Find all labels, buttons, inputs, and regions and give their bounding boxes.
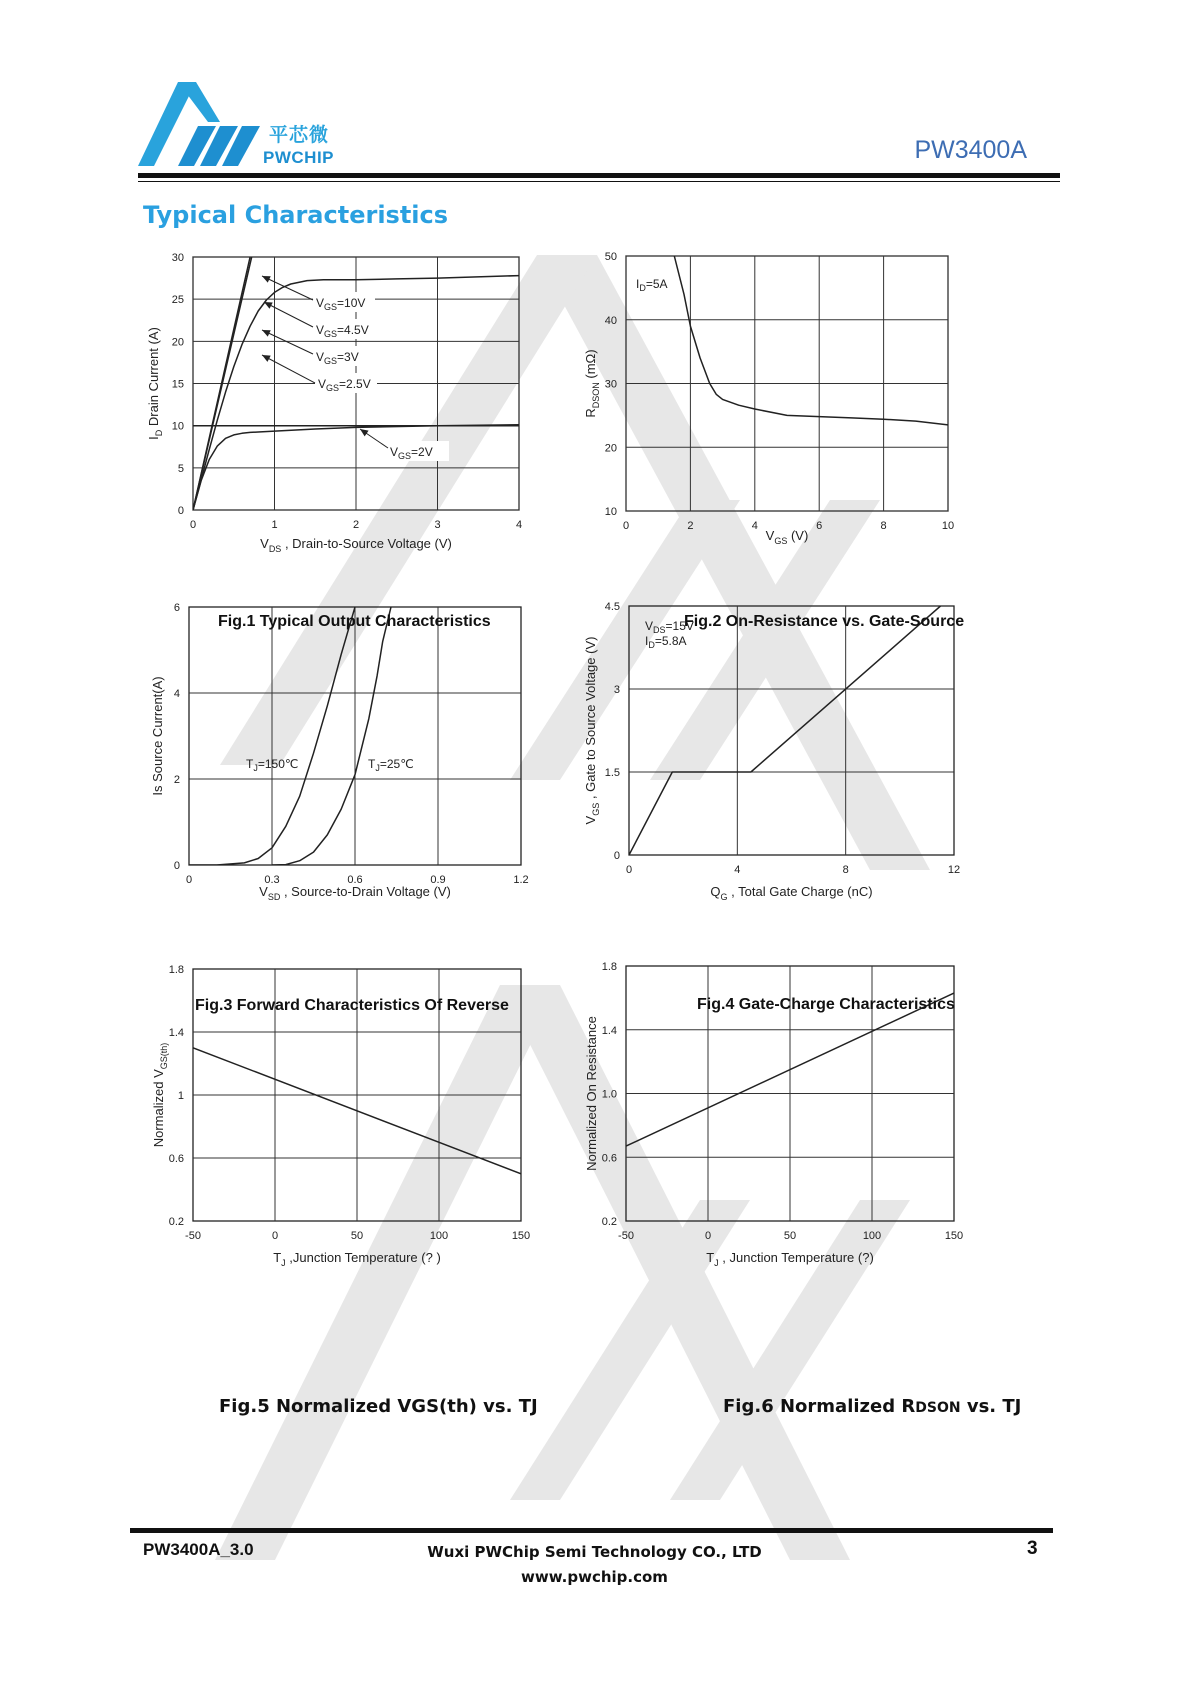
svg-text:Is Source Current(A): Is Source Current(A): [150, 676, 165, 796]
fig4-xaxis-label: $Q_G$ , Total Gate Charge (nC): [710, 884, 873, 902]
fig1-xaxis-label: $V_{DS}$ , Drain-to-Source Voltage (V): [260, 536, 452, 554]
fig3-xtick-label: 0: [185, 874, 193, 886]
fig2-ytick-label: 50: [604, 251, 617, 263]
fig1-annotation-label: $V_{GS}=2.5V$: [318, 377, 371, 393]
fig4-ytick-label: 0: [613, 850, 620, 862]
fig3-caption: Fig.3 Forward Characteristics Of Reverse: [195, 997, 509, 1014]
fig3-annotation-label: $T_J=150℃$: [246, 757, 299, 773]
fig5-xtick-label: 100: [429, 1230, 449, 1242]
fig2-xaxis-label: $V_{GS}$ (V): [765, 528, 809, 546]
fig6-xtick-label: 150: [944, 1230, 964, 1242]
fig3-xtick-label: 0.9: [430, 874, 446, 886]
fig4-annotation-label: $V_{DS}=15V$: [645, 619, 694, 635]
fig1-ytick-label: 20: [171, 336, 184, 349]
footer-doc-version: PW3400A_3.0: [143, 1540, 254, 1559]
fig4-xtick-label: 4: [734, 864, 741, 876]
fig6-ytick-label: 1.0: [601, 1088, 617, 1101]
fig5-xtick-label: 50: [350, 1230, 364, 1242]
footer-rule: [130, 1528, 1053, 1533]
fig2-ytick-label: 40: [604, 314, 617, 327]
fig6-xtick-label: 50: [783, 1230, 797, 1242]
fig1-xtick-label: 3: [434, 519, 441, 531]
fig1-xtick-label: 1: [271, 519, 278, 531]
fig1-ytick-label: 0: [177, 505, 184, 517]
fig6-xtick-label: 100: [862, 1230, 882, 1242]
fig1-ytick-label: 30: [171, 252, 184, 264]
footer-url[interactable]: www.pwchip.com: [521, 1568, 668, 1586]
fig1-annotation-label: $V_{GS}=2V$: [390, 445, 433, 461]
section-title: Typical Characteristics: [143, 201, 449, 229]
fig4-caption: Fig.4 Gate-Charge Characteristics: [697, 996, 955, 1013]
fig4-ytick-label: 4.5: [604, 601, 620, 613]
svg-text:RDSON (mΩ): $R_{DSON}$ (mΩ): [583, 349, 601, 418]
fig5-ytick-label: 0.6: [168, 1153, 184, 1165]
fig6-ytick-label: 0.2: [601, 1216, 617, 1228]
fig4-annotation-label: $I_D=5.8A$: [645, 634, 687, 650]
fig4-xtick-label: 12: [947, 864, 961, 876]
fig3-xtick-label: 1.2: [513, 874, 529, 886]
fig4-xtick-label: 0: [625, 864, 633, 876]
fig2-xtick-label: 0: [622, 520, 630, 532]
fig2-xtick-label: 2: [687, 520, 694, 532]
fig1-caption: Fig.1 Typical Output Characteristics: [218, 613, 491, 630]
fig6-xaxis-label: $T_J$ , Junction Temperature (?): [706, 1250, 874, 1268]
fig5-ytick-label: 1.8: [168, 964, 184, 976]
fig5-ytick-label: 1.4: [168, 1027, 184, 1039]
fig5-xtick-label: 150: [511, 1230, 531, 1242]
fig1-annotation-label: $V_{GS}=3V$: [316, 350, 359, 366]
fig5-xaxis-label: $T_J$ ,Junction Temperature (? ): [273, 1250, 441, 1268]
fig2-ytick-label: 30: [604, 378, 617, 391]
fig2-ytick-label: 10: [604, 506, 617, 518]
fig1-ytick-label: 10: [171, 420, 184, 433]
fig2-xtick-label: 6: [816, 520, 823, 532]
fig6-ytick-label: 1.4: [601, 1024, 617, 1037]
fig2-annotation-label: $I_D=5A$: [636, 277, 668, 293]
fig4-ytick-label: 1.5: [604, 767, 620, 779]
svg-text:Normalized VGS(th): Normalized $V_{GS(th)}$: [151, 1042, 169, 1148]
fig6-caption-tail: vs. TJ: [960, 1396, 1022, 1417]
fig1-ytick-label: 5: [177, 462, 184, 475]
fig6-ytick-label: 1.8: [601, 961, 617, 973]
fig6-caption-sub: DSON: [915, 1400, 961, 1416]
fig2-caption: Fig.2 On-Resistance vs. Gate-Source: [684, 613, 965, 630]
fig4-ytick-label: 3: [613, 684, 620, 696]
fig1-xtick-label: 2: [352, 519, 360, 531]
fig1-annotation-label: $V_{GS}=4.5V$: [316, 323, 369, 339]
fig1-xtick-label: 0: [189, 519, 197, 531]
fig2-xtick-label: 8: [880, 520, 887, 532]
fig5-caption: Fig.5 Normalized VGS(th) vs. TJ: [219, 1396, 538, 1417]
fig1-ytick-label: 25: [171, 294, 184, 307]
fig5-ytick-label: 0.2: [168, 1216, 184, 1228]
fig2-xtick-label: 10: [941, 520, 955, 532]
fig6-yaxis-label: [584, 1016, 599, 1171]
logo-chinese-name: 平芯微: [269, 124, 330, 146]
svg-text:VGS , Gate to Source Voltage (: $V_{GS}$ , Gate to Source Voltage (V): [583, 636, 601, 825]
svg-text:ID Drain Current (A): $I_D$ Drain Current (A): [146, 327, 164, 440]
fig6-caption: [723, 1396, 1021, 1417]
fig4-xtick-label: 8: [842, 864, 849, 876]
logo-english-name: PWCHIP: [263, 148, 334, 167]
part-number: PW3400A: [914, 136, 1027, 164]
fig3-xtick-label: 0.3: [264, 874, 280, 886]
fig3-annotation-label: $T_J=25℃$: [368, 757, 414, 773]
fig1-ytick-label: 15: [171, 378, 184, 391]
fig3-xaxis-label: $V_{SD}$ , Source-to-Drain Voltage (V): [259, 884, 451, 902]
fig3-ytick-label: 4: [173, 688, 180, 700]
footer-page-number: 3: [1027, 1538, 1038, 1559]
fig6-caption-main: Fig.6 Normalized R: [723, 1396, 916, 1417]
fig2-xtick-label: 4: [751, 520, 758, 532]
fig2-ytick-label: 20: [604, 442, 617, 455]
fig1-xtick-label: 4: [515, 519, 523, 531]
fig1-annotation-label: $V_{GS}=10V$: [316, 296, 366, 312]
fig3-ytick-label: 6: [173, 602, 180, 614]
fig5-ytick-label: 1: [177, 1090, 184, 1102]
fig3-xtick-label: 0.6: [347, 874, 363, 886]
fig6-xtick-label: 0: [704, 1230, 712, 1242]
footer-company: Wuxi PWChip Semi Technology CO., LTD: [427, 1543, 762, 1561]
svg-text:Normalized On Resistance: Normalized On Resistance: [584, 1016, 599, 1171]
fig3-ytick-label: 2: [173, 774, 180, 786]
fig6-ytick-label: 0.6: [601, 1152, 617, 1165]
fig5-xtick-label: 0: [271, 1230, 279, 1242]
fig3-ytick-label: 0: [173, 860, 180, 872]
fig6-xtick-label: -50: [618, 1230, 634, 1242]
fig5-xtick-label: -50: [185, 1230, 201, 1242]
